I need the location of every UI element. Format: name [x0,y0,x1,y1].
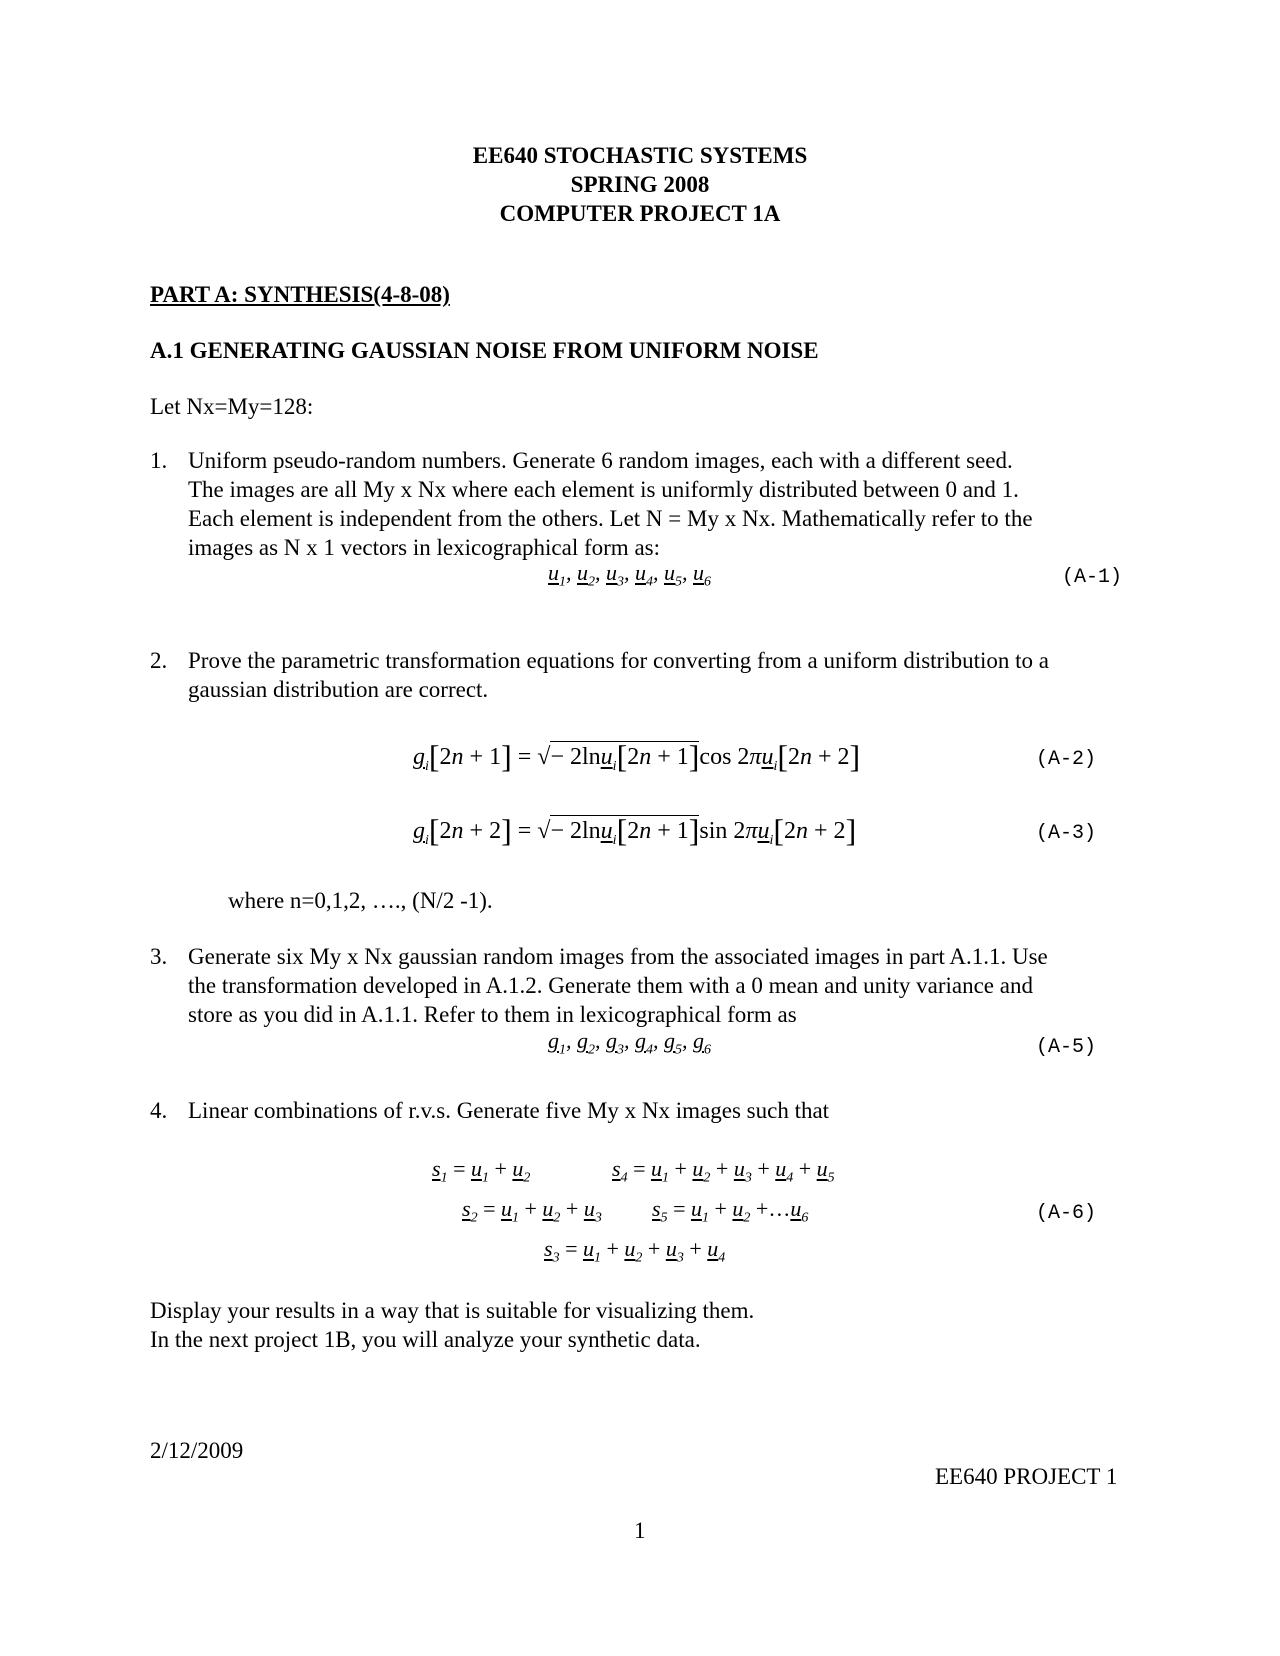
equation-uniform-vectors: $u_1$, $u_2$, $u_3$, $u_4$, $u_5$, $u_6$ [548,560,711,590]
equation-gaussian-cos: $g_i[2n + 1]$ = √− 2lnu$_i$[2n + 1]cos $2\pi u_i[2n + 2]$ [413,738,861,774]
item2-number: 2. [150,648,168,673]
doc-title-term: SPRING 2008 [570,172,710,197]
page-number: 1 [634,1518,646,1543]
where-clause: where n=0,1,2, …., (N/2 -1). [228,888,493,913]
closing-line: In the next project 1B, you will analyze your synthetic data. [150,1327,701,1352]
equation-s2: $s_2 = u_1 + u_2 + u_3$ [462,1196,602,1226]
section-heading: A.1 GENERATING GAUSSIAN NOISE FROM UNIFORM NOISE [150,338,819,363]
item3-line: store as you did in A.1.1. Refer to them in lexicographical form as [188,1002,797,1027]
equation-gaussian-sin: $g_i[2n + 2]$ = √− 2lnu$_i$[2n + 1]sin $2\pi u_i[2n + 2]$ [413,812,857,848]
item3-number: 3. [150,944,168,969]
item4-number: 4. [150,1098,168,1123]
equation-label: (A-6) [1036,1202,1097,1225]
equation-label: (A-2) [1036,748,1097,771]
equation-label: (A-3) [1036,822,1097,845]
equation-label: (A-5) [1036,1036,1097,1059]
footer-project: EE640 PROJECT 1 [935,1464,1118,1489]
item2-line: Prove the parametric transformation equations for converting from a uniform distribution to a [188,648,1049,673]
item3-line: the transformation developed in A.1.2. Generate them with a 0 mean and unity variance and [188,973,1033,998]
equation-s5: $s_5 = u_1 + u_2$ $+\dots u_6$ [652,1196,809,1226]
item1-line: Each element is independent from the others. Let N = My x Nx. Mathematically refer to the [188,506,1033,531]
equation-gaussian-vectors: $g_1$, $g_2$, $g_3$, $g_4$, $g_5$, $g_6$ [548,1028,711,1058]
equation-s3: $s_3 = u_1 + u_2 + u_3 + u_4$ [544,1236,726,1266]
equation-s1: $s_1 = u_1 + u_2$ [432,1156,531,1186]
item1-line: Uniform pseudo-random numbers. Generate 6 random images, each with a different seed. [188,448,1013,473]
item1-number: 1. [150,448,168,473]
equation-s4: $s_4 = u_1 + u_2 + u_3 + u_4 + u_5$ [612,1156,835,1186]
doc-title-course: EE640 STOCHASTIC SYSTEMS [472,143,808,168]
equation-label: (A-1) [1062,566,1123,589]
item1-line: The images are all My x Nx where each element is uniformly distributed between 0 and 1. [188,477,1019,502]
part-heading: PART A: SYNTHESIS(4-8-08) [150,282,450,307]
item1-line: images as N x 1 vectors in lexicographical form as: [188,535,660,560]
item3-line: Generate six My x Nx gaussian random images from the associated images in part A.1.1. Use [188,944,1048,969]
item2-line: gaussian distribution are correct. [188,677,489,702]
footer-date: 2/12/2009 [150,1438,244,1463]
item4-line: Linear combinations of r.v.s. Generate five My x Nx images such that [188,1098,830,1123]
closing-line: Display your results in a way that is suitable for visualizing them. [150,1298,755,1323]
doc-title-project: COMPUTER PROJECT 1A [499,201,781,226]
intro-text: Let Nx=My=128: [150,394,314,419]
